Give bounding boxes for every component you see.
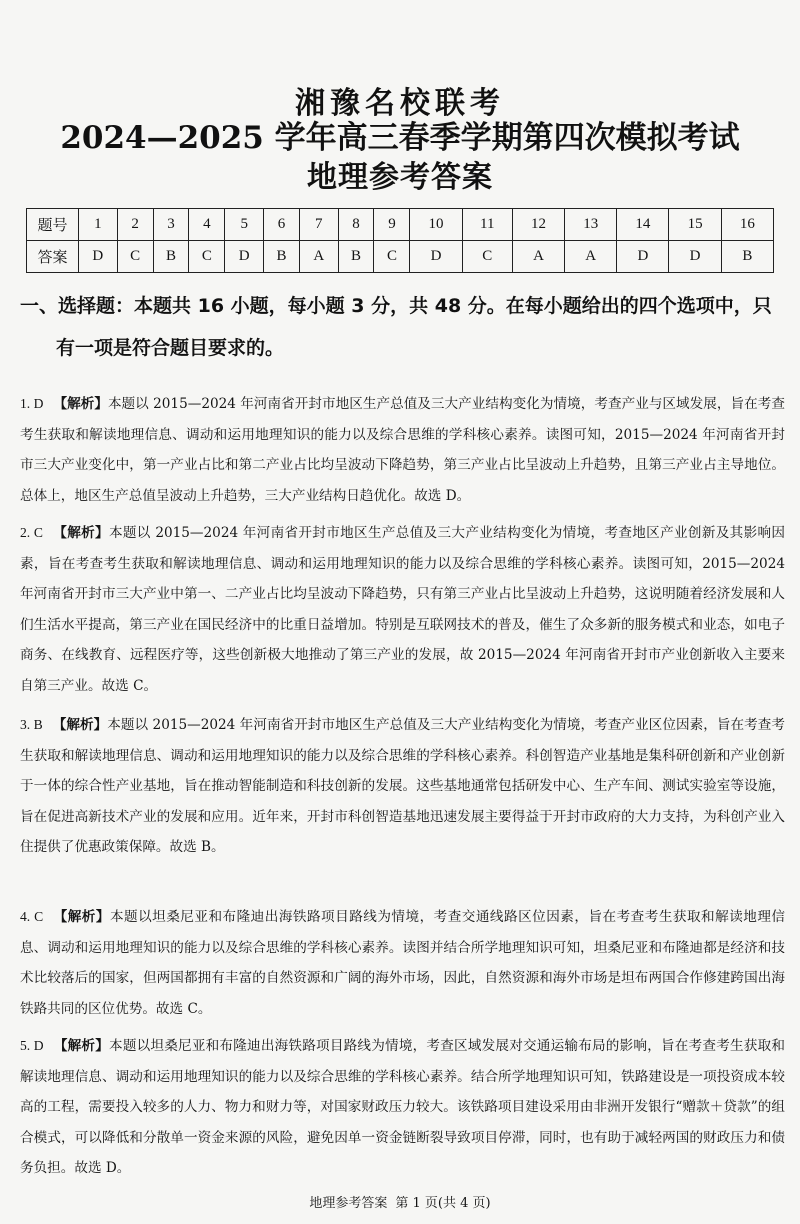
question-number-cell: 2 <box>117 209 153 241</box>
exam-name-title: 2024—2025 学年高三春季学期第四次模拟考试 <box>60 120 740 156</box>
question-number-cell: 3 <box>153 209 189 241</box>
explanation-text: 本题以 2015—2024 年河南省开封市地区生产总值及三大产业结构变化为情境，考查产业与区域发展，旨在考查考生获取和解读地理信息、调动和运用地理知识的能力以及综合思维的学科核心素养。读图可知，2015—2024 年河南省开封市三大产业变化中，第一产业占比和第二产业占比均呈波动下降趋势，第三产业占比呈波动上升趋势，且第三产业占主导地位。总体上，地区生产总值呈波动上升趋势，三大产业结构日趋优化。故选 D。 <box>20 396 785 504</box>
question-number-row <box>27 209 774 241</box>
footer-page-number: 第 1 页(共 4 页) <box>395 1196 491 1211</box>
section-heading-line2: 有一项是符合题目要求的。 <box>56 337 285 359</box>
question-answer-lead: 5. D <box>20 1038 44 1053</box>
page-footer <box>0 1192 800 1211</box>
answer-cell: C <box>462 241 512 273</box>
question-number-cell: 15 <box>669 209 721 241</box>
answer-cell: A <box>565 241 617 273</box>
question-number-cell: 13 <box>565 209 617 241</box>
answer-cell: B <box>338 241 374 273</box>
footer-subject: 地理参考答案 <box>309 1196 388 1211</box>
subject-title: 地理参考答案 <box>307 160 493 195</box>
explanation-text: 本题以坦桑尼亚和布隆迪出海铁路项目路线为情境，考查交通线路区位因素，旨在考查考生获取和解读地理信息、调动和运用地理知识的能力以及综合思维的学科核心素养。读图并结合所学地理知识可知，坦桑尼亚和布隆迪都是经济和技术比较落后的国家，但两国都拥有丰富的自然资源和广阔的海外市场，因此，自然资源和海外市场是坦布两国合作修建跨国出海铁路共同的区位优势。故选 C。 <box>20 909 786 1017</box>
analysis-tag: 【解析】 <box>52 717 108 733</box>
question-number-cell: 9 <box>374 209 410 241</box>
question-explanation <box>20 389 785 511</box>
question-answer-lead: 2. C <box>20 525 43 540</box>
question-number-cell: 4 <box>189 209 225 241</box>
question-answer-lead: 4. C <box>20 909 44 924</box>
analysis-tag: 【解析】 <box>52 525 109 541</box>
answer-cell: D <box>669 241 721 273</box>
analysis-tag: 【解析】 <box>53 909 110 925</box>
answer-cell: C <box>117 241 153 273</box>
answer-cell: A <box>299 241 338 273</box>
answer-cell: D <box>617 241 669 273</box>
question-number-cell: 14 <box>617 209 669 241</box>
question-explanation <box>20 902 785 1024</box>
section-heading-line1: 一、选择题：本题共 16 小题，每小题 3 分，共 48 分。在每小题给出的四个选项中，只 <box>20 295 772 317</box>
answer-row <box>27 241 774 273</box>
exam-series-title: 湘豫名校联考 <box>295 86 505 121</box>
question-explanation <box>20 710 785 863</box>
question-explanation <box>20 518 785 701</box>
answer-cell: C <box>189 241 225 273</box>
row-label-answer: 答案 <box>27 241 79 273</box>
question-number-cell: 10 <box>410 209 462 241</box>
question-number-cell: 5 <box>225 209 264 241</box>
answer-cell: B <box>264 241 300 273</box>
question-number-cell: 6 <box>264 209 300 241</box>
row-label-question: 题号 <box>27 209 79 241</box>
explanation-text: 本题以坦桑尼亚和布隆迪出海铁路项目路线为情境，考查区域发展对交通运输布局的影响，旨在考查考生获取和解读地理信息、调动和运用地理知识的能力以及综合思维的学科核心素养。结合所学地理知识可知，铁路建设是一项投资成本较高的工程，需要投入较多的人力、物力和财力等，对国家财政压力较大。该铁路项目建设采用由非洲开发银行“赠款＋贷款”的组合模式，可以降低和分散单一资金来源的风险，避免因单一资金链断裂导致项目停滞，同时，也有助于减轻两国的财政压力和债务负担。故选 D。 <box>20 1038 785 1176</box>
section-heading <box>20 285 785 369</box>
answer-cell: D <box>410 241 462 273</box>
explanation-text: 本题以 2015—2024 年河南省开封市地区生产总值及三大产业结构变化为情境，考查产业区位因素，旨在考查考生获取和解读地理信息、调动和运用地理知识的能力以及综合思维的学科核心素养。科创智造产业基地是集科研创新和产业创新于一体的综合性产业基地，旨在推动智能制造和科技创新的发展。这些基地通常包括研发中心、生产车间、测试实验室等设施，旨在促进高新技术产业的发展和应用。近年来，开封市科创智造基地迅速发展主要得益于开封市政府的大力支持，为科创产业入住提供了优惠政策保障。故选 B。 <box>20 717 785 855</box>
answer-cell: C <box>374 241 410 273</box>
question-number-cell: 16 <box>721 209 773 241</box>
answer-cell: B <box>153 241 189 273</box>
explanation-text: 本题以 2015—2024 年河南省开封市地区生产总值及三大产业结构变化为情境，考查地区产业创新及其影响因素，旨在考查考生获取和解读地理信息、调动和运用地理知识的能力以及综合思维的学科核心素养。读图可知，2015—2024 年河南省开封市三大产业中第一、二产业占比均呈波动下降趋势，只有第三产业占比呈波动上升趋势，这说明随着经济发展和人们生活水平提高，第三产业在国民经济中的比重日益增加。特别是互联网技术的普及，催生了众多新的服务模式和业态，如电子商务、在线教育、远程医疗等，这些创新极大地推动了第三产业的发展，故 2015—2024 年河南省开封市产业创新收入主要来自第三产业。故选 C。 <box>20 525 785 694</box>
answer-table <box>26 208 774 273</box>
analysis-tag: 【解析】 <box>53 396 108 412</box>
question-number-cell: 8 <box>338 209 374 241</box>
question-number-cell: 12 <box>512 209 564 241</box>
answer-cell: A <box>512 241 564 273</box>
analysis-tag: 【解析】 <box>53 1038 110 1054</box>
question-explanation <box>20 1031 785 1184</box>
answer-cell: D <box>225 241 264 273</box>
answer-cell: B <box>721 241 773 273</box>
question-number-cell: 1 <box>79 209 118 241</box>
question-answer-lead: 3. B <box>20 717 43 732</box>
question-number-cell: 7 <box>299 209 338 241</box>
question-answer-lead: 1. D <box>20 396 44 411</box>
question-number-cell: 11 <box>462 209 512 241</box>
answer-cell: D <box>79 241 118 273</box>
